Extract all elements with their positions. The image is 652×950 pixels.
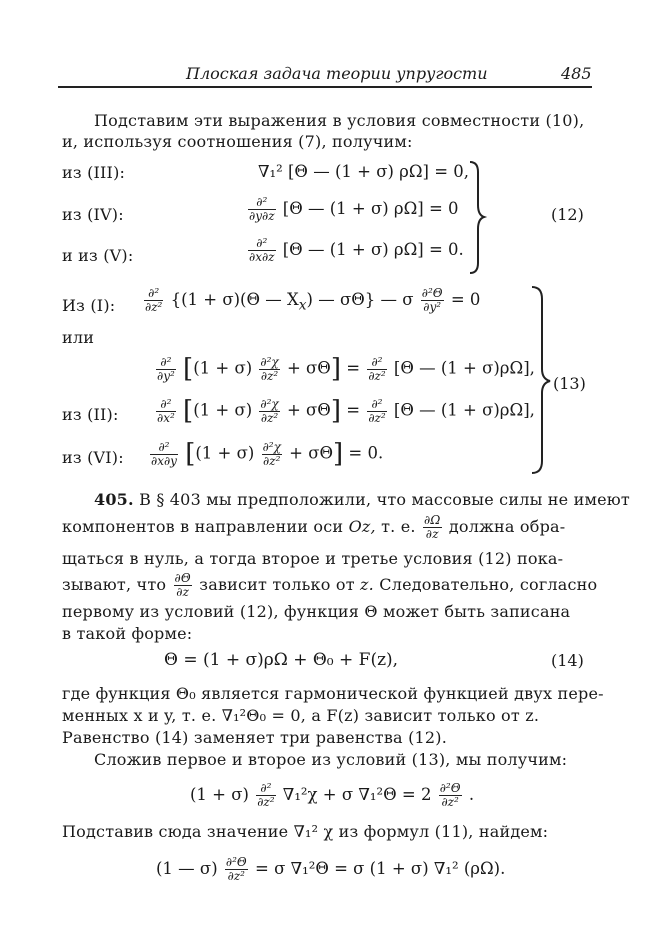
header-rule bbox=[58, 86, 592, 88]
section-405-line-8: менных x и y, т. е. ∇₁²Θ₀ = 0, а F(z) зависит только от z. bbox=[62, 706, 540, 725]
section-405-line-9: Равенство (14) заменяет три равенства (12). bbox=[62, 728, 447, 747]
running-header-title: Плоская задача теории упругости bbox=[186, 64, 488, 83]
eq12-frac-v: $\frac{\text{∂²}}{\partial x\partial z}$ bbox=[249, 236, 275, 264]
eq13-label-i: Из (I): bbox=[62, 296, 116, 315]
intro-line-2: и, используя соотношения (7), получим: bbox=[62, 132, 413, 151]
section-405-line-6: в такой форме: bbox=[62, 624, 193, 643]
eq13-label-vi: из (VI): bbox=[62, 448, 124, 467]
section-405-line-11: Подставив сюда значение ∇₁² χ из формул (11), найдем: bbox=[62, 822, 549, 841]
section-405-line-5: первому из условий (12), функция Θ может быть записана bbox=[62, 602, 571, 621]
eq12-label-iii: из (III): bbox=[62, 163, 126, 182]
eq13-or: или bbox=[62, 328, 95, 347]
section-405-line-10: Сложив первое и второе из условий (13), мы получим: bbox=[94, 750, 568, 769]
eq12-number: (12) bbox=[551, 205, 584, 224]
section-number: 405. bbox=[94, 490, 134, 509]
section-405-line-4: зывают, что $\frac{\partial\Theta}{\partial z}$ зависит только от z. Следовательно, согласно bbox=[62, 571, 598, 599]
eq13-number: (13) bbox=[553, 374, 586, 393]
eq13-label-ii: из (II): bbox=[62, 405, 119, 424]
eq13-formula-row4: $\frac{\text{∂²}}{\partial x\partial y}$ [(1 + σ) $\frac{\text{∂²χ}}{\text{∂z²}}$ + σΘ] = 0. bbox=[151, 439, 384, 469]
section-405-line-7: где функция Θ₀ является гармонической функцией двух пере- bbox=[62, 684, 604, 703]
equation-14: Θ = (1 + σ)ρΩ + Θ₀ + F(z), bbox=[164, 650, 399, 670]
equation-last: (1 — σ) $\frac{\text{∂²Θ}}{\text{∂z²}}$ = σ ∇₁²Θ = σ (1 + σ) ∇₁² (ρΩ). bbox=[156, 855, 506, 883]
section-405-line-2: компонентов в направлении оси Oz, т. е. $\frac{\partial\Omega}{\partial z}$ должна обра- bbox=[62, 513, 566, 541]
equation-14-number: (14) bbox=[551, 651, 584, 670]
eq12-label-v: и из (V): bbox=[62, 246, 134, 265]
eq12-label-iv: из (IV): bbox=[62, 205, 124, 224]
eq12-formula-iii: ∇₁² [Θ — (1 + σ) ρΩ] = 0, bbox=[258, 162, 470, 181]
eq12-frac-iv: $\frac{\text{∂²}}{\partial y\partial z}$ bbox=[249, 195, 275, 223]
eq12-formula-v: $\frac{\text{∂²}}{\partial x\partial z}$ [Θ — (1 + σ) ρΩ] = 0. bbox=[249, 236, 464, 264]
eq13-formula-row3: $\frac{\text{∂²}}{\text{∂x²}}$ [(1 + σ) $\frac{\text{∂²χ}}{\text{∂z²}}$ + σΘ] = $\frac{\text{∂²}}{\text{∂z²}}$ [Θ — (1 + σ)ρΩ], bbox=[157, 396, 535, 426]
eq13-formula-row2: $\frac{\text{∂²}}{\text{∂y²}}$ [(1 + σ) $\frac{\text{∂²χ}}{\text{∂z²}}$ + σΘ] = $\frac{\text{∂²}}{\text{∂z²}}$ [Θ — (1 + σ)ρΩ], bbox=[157, 354, 535, 384]
section-405-line-1: 405. В § 403 мы предположили, что массовые силы не имеют bbox=[94, 490, 630, 509]
section-405-line-3: щаться в нуль, а тогда второе и третье условия (12) пока- bbox=[62, 549, 564, 568]
page-number: 485 bbox=[561, 64, 592, 83]
intro-line-1: Подставим эти выражения в условия совместности (10), bbox=[94, 111, 585, 130]
eq12-brace bbox=[468, 160, 488, 275]
eq13-formula-i: $\frac{\text{∂²}}{\text{∂z²}}$ {(1 + σ)(Θ — $X_x$) — σΘ} — σ $\frac{\text{∂²Θ}}{\text{∂y²}}$ = 0 bbox=[145, 286, 481, 314]
equation-sum: (1 + σ) $\frac{\text{∂²}}{\text{∂z²}}$ ∇₁²χ + σ ∇₁²Θ = 2 $\frac{\text{∂²Θ}}{\text{∂z²}}$ . bbox=[190, 781, 475, 809]
eq12-formula-iv: $\frac{\text{∂²}}{\partial y\partial z}$ [Θ — (1 + σ) ρΩ] = 0 bbox=[249, 195, 459, 223]
eq13-brace bbox=[530, 285, 554, 475]
